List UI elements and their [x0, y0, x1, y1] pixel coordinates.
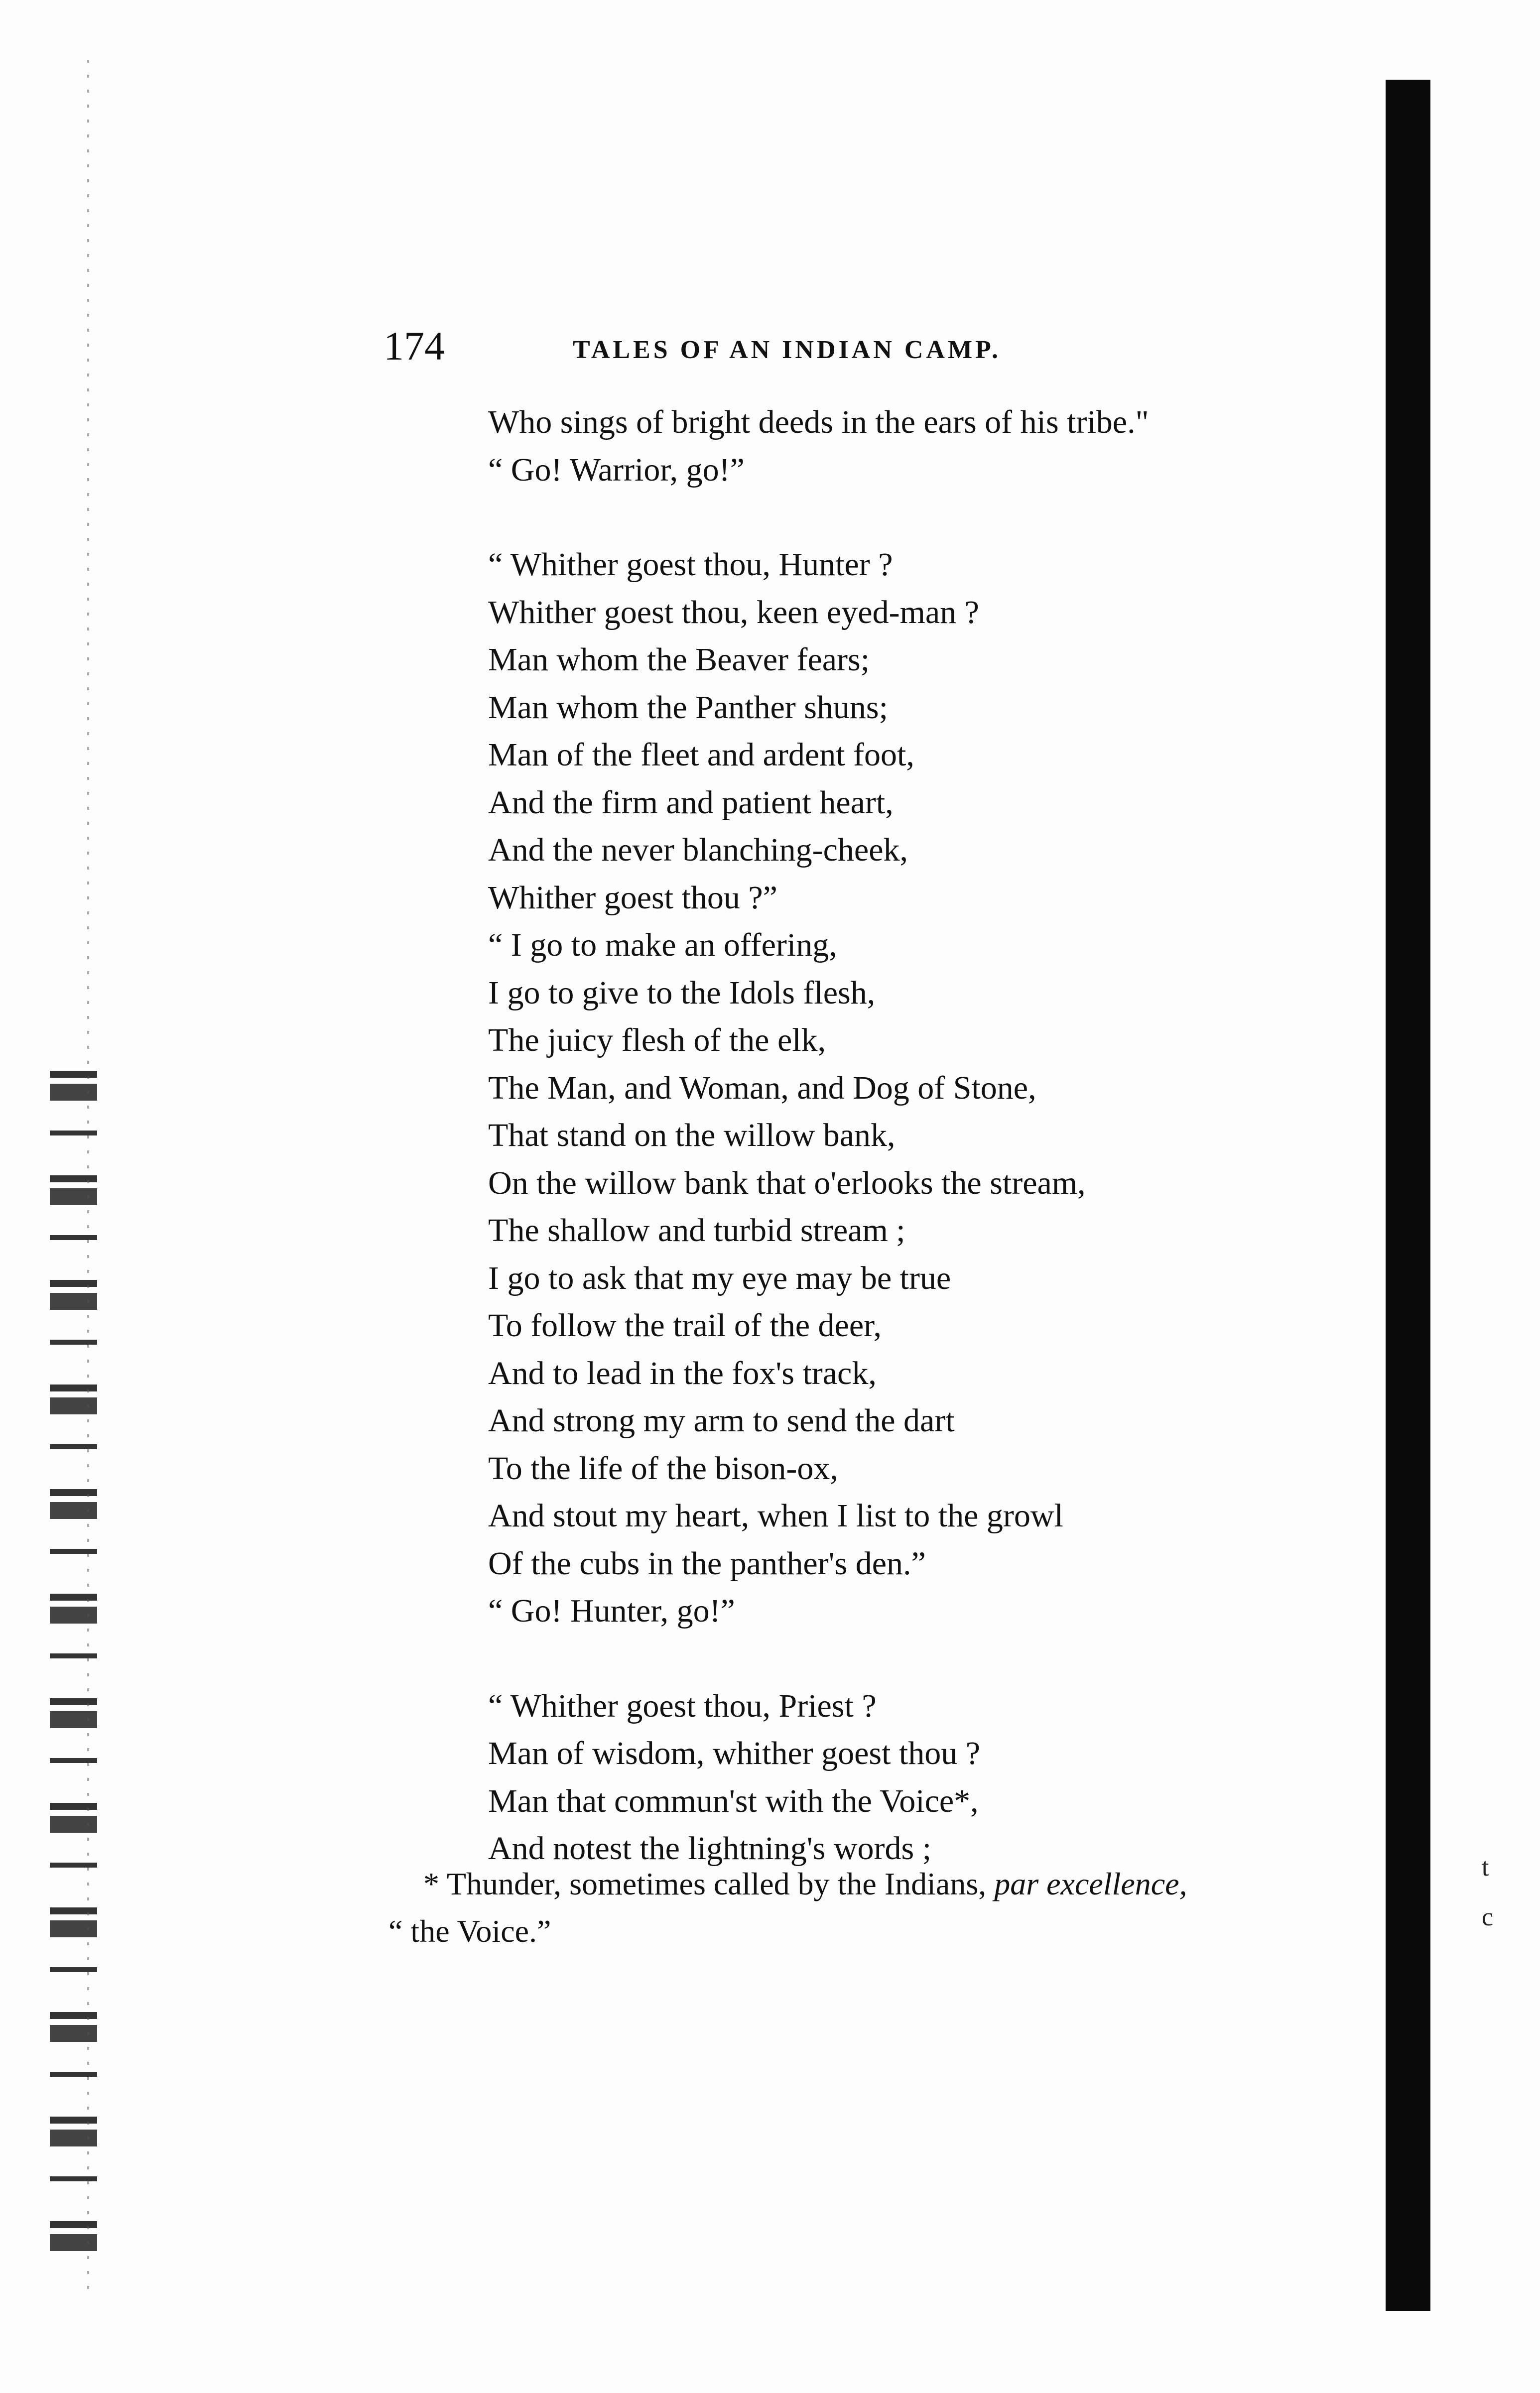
footnote-italic: par excellence, [994, 1866, 1187, 1901]
poem-line: The Man, and Woman, and Dog of Stone, [488, 1069, 1036, 1106]
poem-line: And stout my heart, when I list to the growl [488, 1498, 1063, 1534]
stanza [488, 1682, 1375, 1873]
page-number: 174 [384, 323, 445, 369]
running-title: TALES OF AN INDIAN CAMP. [573, 336, 1002, 364]
footnote-text: * Thunder, sometimes called by the Indians, [423, 1866, 995, 1901]
poem-line: I go to give to the Idols flesh, [488, 974, 876, 1011]
footnote [388, 1860, 1335, 1955]
scan-margin-noise [50, 1071, 97, 2266]
facing-page-edge-letters [1482, 1843, 1493, 1942]
page-edge [87, 60, 89, 2301]
poem-line: Of the cubs in the panther's den.” [488, 1545, 926, 1582]
poem-line: Man whom the Panther shuns; [488, 689, 888, 726]
poem-line: “ Go! Warrior, go!” [488, 451, 745, 488]
poem-line: Who sings of bright deeds in the ears of his tribe." [488, 404, 1149, 440]
edge-letter: c [1482, 1903, 1494, 1931]
footnote-line: “ the Voice.” [388, 1913, 551, 1949]
poem-line: Man that commun'st with the Voice*, [488, 1782, 979, 1819]
poem-line: Whither goest thou ?” [488, 879, 777, 916]
poem-line: That stand on the willow bank, [488, 1117, 896, 1153]
poem-line: “ I go to make an offering, [488, 927, 837, 963]
edge-letter: t [1482, 1853, 1489, 1882]
poem-line: “ Go! Hunter, go!” [488, 1593, 735, 1629]
stanza [488, 398, 1375, 494]
poem-line: Man of wisdom, whither goest thou ? [488, 1735, 981, 1771]
poem-line: And the never blanching-cheek, [488, 832, 908, 868]
poem-line: “ Whither goest thou, Hunter ? [488, 546, 893, 583]
poem-line: To follow the trail of the deer, [488, 1307, 882, 1344]
stanza [488, 541, 1375, 1635]
poem-line: And strong my arm to send the dart [488, 1402, 955, 1439]
page-header [384, 319, 1230, 374]
poem-line: Man whom the Beaver fears; [488, 641, 870, 678]
poem-line: I go to ask that my eye may be true [488, 1259, 951, 1296]
poem-line: And notest the lightning's words ; [488, 1830, 932, 1867]
poem-line: The shallow and turbid stream ; [488, 1212, 905, 1249]
poem-body [488, 398, 1375, 1873]
poem-line: The juicy flesh of the elk, [488, 1022, 826, 1058]
poem-line: Man of the fleet and ardent foot, [488, 737, 914, 773]
poem-line: “ Whither goest thou, Priest ? [488, 1687, 877, 1724]
binding-shadow [1386, 80, 1430, 2311]
poem-line: And the firm and patient heart, [488, 784, 894, 821]
poem-line: On the willow bank that o'erlooks the stream, [488, 1164, 1086, 1201]
poem-line: To the life of the bison-ox, [488, 1450, 838, 1487]
poem-line: And to lead in the fox's track, [488, 1355, 877, 1391]
poem-line: Whither goest thou, keen eyed-man ? [488, 594, 979, 630]
footnote-line [388, 1860, 1335, 1907]
